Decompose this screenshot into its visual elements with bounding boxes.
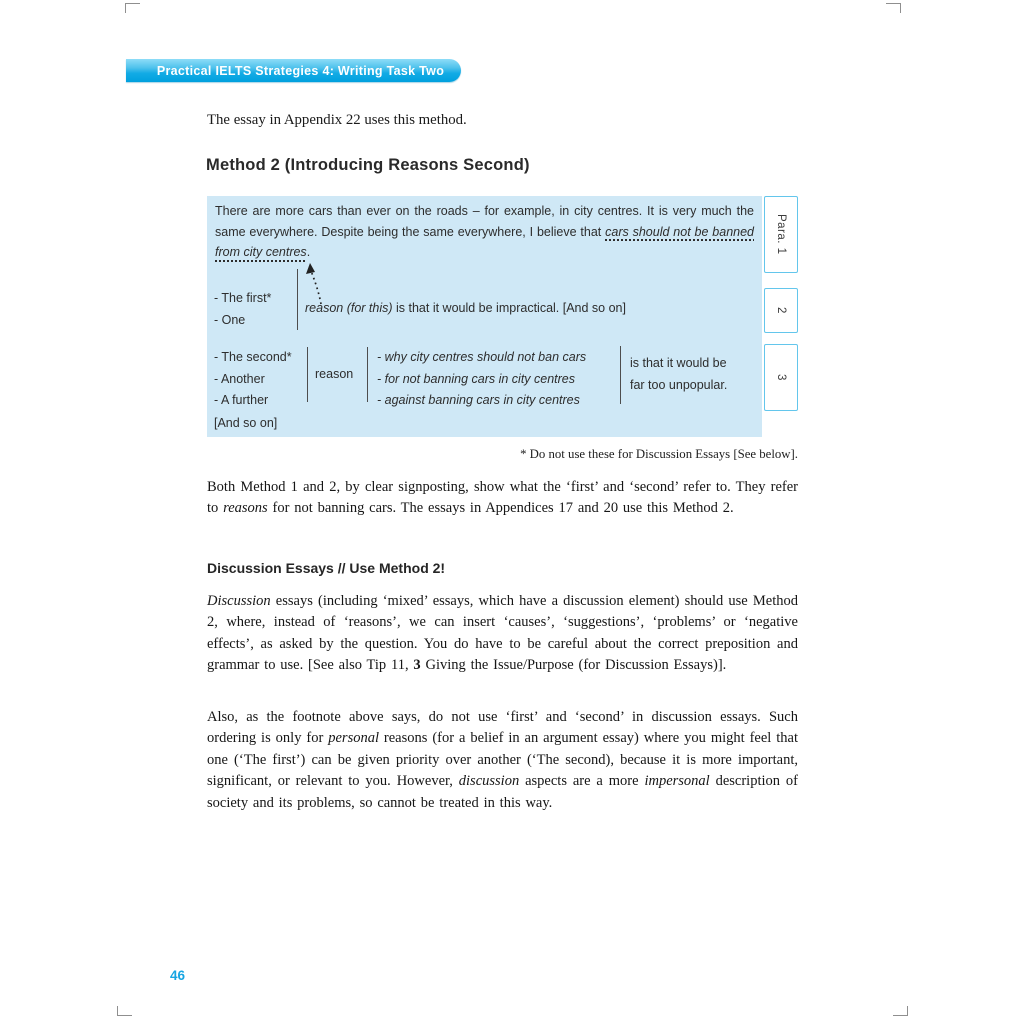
row2-option: - One bbox=[214, 312, 246, 327]
p2-italic: Discussion bbox=[207, 593, 271, 609]
row3-options bbox=[214, 347, 292, 412]
row3-divider-1 bbox=[307, 347, 308, 402]
crop-mark-top-left bbox=[125, 3, 140, 13]
crop-mark-top-right bbox=[886, 3, 901, 13]
p3-italic: impersonal bbox=[644, 773, 710, 790]
row3-option: - The second* bbox=[214, 350, 292, 364]
para1-tail: . bbox=[306, 245, 311, 260]
p2-seg: essays (including ‘mixed’ essays, which have a discussion element) should use Method 2, where, instead of ‘reasons’, we can insert ‘causes’, ‘suggestions’, ‘problems’ or ‘negative effects’, as asked by the question. You do have to be careful about the correct preposition and grammar to use. [See also Tip 11, bbox=[207, 593, 798, 674]
row3-phrase: - why city centres should not ban cars bbox=[377, 350, 587, 364]
chapter-banner bbox=[126, 59, 461, 82]
footnote: * Do not use these for Discussion Essays [See below]. bbox=[520, 447, 798, 461]
row3-divider-3 bbox=[620, 346, 621, 404]
row3-phrases bbox=[377, 347, 586, 412]
p3-seg: description of society and its problems, so cannot be treated in this way. bbox=[207, 773, 798, 811]
para1-thesis-underlined: cars should not be banned from city centres bbox=[215, 224, 755, 260]
paragraph-label-1: Para. 1 bbox=[764, 196, 798, 273]
para1-lead: There are more cars than ever on the roads – for example, in city centres. It is very much the same everywhere. Despite being the same everywhere, I believe that bbox=[215, 204, 754, 239]
p1-seg: for not banning cars. The essays in Appendices 17 and 20 use this Method 2. bbox=[267, 500, 734, 517]
page-number: 46 bbox=[170, 968, 186, 983]
row2-rest: is that it would be impractical. [And so on] bbox=[392, 301, 626, 315]
subsection-heading: Discussion Essays // Use Method 2! bbox=[207, 560, 446, 576]
p1-italic: reasons bbox=[223, 500, 268, 517]
body-paragraph-3 bbox=[207, 707, 798, 814]
body-paragraph-1 bbox=[207, 477, 798, 520]
crop-mark-bottom-left bbox=[117, 1006, 132, 1016]
p2-bold: 3 bbox=[413, 657, 421, 674]
section-heading: Method 2 (Introducing Reasons Second) bbox=[206, 156, 530, 174]
body-paragraph-2 bbox=[207, 591, 798, 677]
paragraph-label-3: 3 bbox=[764, 344, 798, 411]
row2-options bbox=[214, 288, 271, 331]
row3-result bbox=[630, 353, 727, 396]
row3-result-line: is that it would be bbox=[630, 356, 727, 370]
p1-seg: Both Method 1 and 2, by clear signposting, show what the ‘first’ and ‘second’ refer to. They refer to bbox=[207, 479, 798, 517]
dotted-arrow-icon bbox=[302, 263, 328, 305]
row2-divider bbox=[297, 269, 298, 330]
crop-mark-bottom-right bbox=[893, 1006, 908, 1016]
p3-seg: aspects are a more bbox=[519, 773, 645, 790]
paragraph-label-2: 2 bbox=[764, 288, 798, 333]
chapter-banner-title: Practical IELTS Strategies 4: Writing Task Two bbox=[156, 63, 445, 78]
and-so-on-label: [And so on] bbox=[214, 416, 278, 430]
p3-italic: personal bbox=[328, 730, 379, 747]
row2-sentence bbox=[305, 301, 626, 315]
row3-phrase: - for not banning cars in city centres bbox=[377, 371, 576, 386]
p3-seg: Also, as the footnote above says, do not use ‘first’ and ‘second’ in discussion essays. Such ordering is only for bbox=[207, 709, 798, 747]
row3-connector: reason bbox=[315, 367, 354, 381]
row3-result-line: far too unpopular. bbox=[630, 377, 728, 392]
row3-phrase: - against banning cars in city centres bbox=[377, 393, 580, 407]
row2-option: - The first* bbox=[214, 291, 272, 305]
row3-option: - A further bbox=[214, 393, 269, 407]
p3-italic: discussion bbox=[458, 773, 520, 790]
method2-diagram bbox=[207, 196, 762, 437]
intro-text: The essay in Appendix 22 uses this method. bbox=[207, 112, 467, 128]
row3-option: - Another bbox=[214, 371, 265, 386]
p3-seg: reasons (for a belief in an argument essay) where you might feel that one (‘The first’) can be given priority over another (‘The second), because it is more important, significant, or relevant to you. However, bbox=[207, 730, 798, 790]
diagram-paragraph-1 bbox=[215, 201, 754, 263]
row2-italic: reason (for this) bbox=[305, 301, 393, 315]
row3-divider-2 bbox=[367, 347, 368, 402]
p2-seg: Giving the Issue/Purpose (for Discussion Essays)]. bbox=[420, 657, 727, 674]
